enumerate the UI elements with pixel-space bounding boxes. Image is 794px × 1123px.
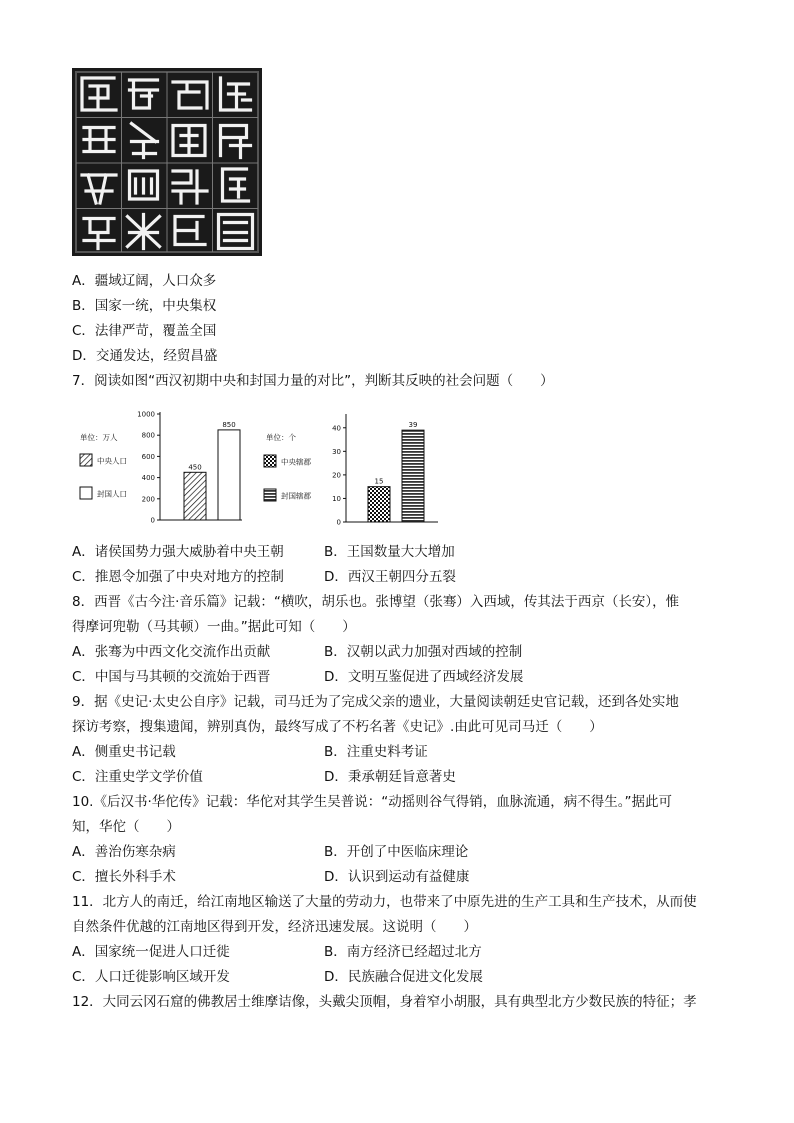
y-tick-label: 400 (141, 474, 155, 483)
legend-label: 封国辖郡 (281, 491, 311, 501)
y-tick-label: 20 (332, 471, 341, 480)
data-label: 39 (408, 421, 418, 430)
seal-glyph-stroke (128, 215, 160, 249)
q8-option-b[interactable]: B．汉朝以武力加强对西域的控制 (324, 644, 523, 660)
q6-option-c[interactable]: C．法律严苛，覆盖全国 (72, 323, 217, 339)
legend-label: 中央人口 (97, 456, 127, 466)
y-tick-label: 40 (332, 424, 341, 433)
q11-option-b[interactable]: B．南方经济已经超过北方 (324, 944, 482, 960)
q10-option-a[interactable]: A．善治伤寒杂病 (72, 844, 176, 860)
q8-option-c[interactable]: C．中国与马其顿的交流始于西晋 (72, 669, 271, 685)
y-tick-label: 0 (336, 518, 341, 527)
y-tick-label: 800 (141, 431, 155, 440)
y-tick-label: 600 (141, 452, 155, 461)
q9-option-a[interactable]: A．侧重史书记载 (72, 744, 176, 760)
q10-stem-line2: 知，华佗（ ） (72, 819, 180, 835)
q9-option-b[interactable]: B．注重史料考证 (324, 744, 428, 760)
legend-label: 封国人口 (97, 489, 127, 499)
y-tick-label: 0 (150, 516, 155, 525)
q11-option-c[interactable]: C．人口迁徙影响区域开发 (72, 969, 230, 985)
q9-option-d[interactable]: D．秉承朝廷旨意著史 (324, 769, 456, 785)
legend-swatch (264, 455, 276, 467)
data-label: 850 (222, 420, 236, 429)
q10-option-c[interactable]: C．擅长外科手术 (72, 869, 176, 885)
y-tick-label: 200 (141, 495, 155, 504)
q8-stem-line1: 8．西晋《古今注·音乐篇》记载：“横吹，胡乐也。张博望（张骞）入西域，传其法于西京（长安），惟 (72, 594, 680, 610)
q6-option-d[interactable]: D．交通发达，经贸昌盛 (72, 348, 218, 364)
seal-inscription-image (72, 68, 262, 256)
q9-option-c[interactable]: C．注重史学文学价值 (72, 769, 203, 785)
y-tick-label: 1000 (137, 410, 155, 419)
q9-stem-line1: 9．据《史记·太史公自序》记载，司马迁为了完成父亲的遗业，大量阅读朝廷史官记载，还到各处实地 (72, 694, 679, 710)
q7-option-c[interactable]: C．推恩令加强了中央对地方的控制 (72, 569, 284, 585)
bar-中央辖郡 (368, 487, 390, 522)
q7-option-d[interactable]: D．西汉王朝四分五裂 (324, 569, 456, 585)
data-label: 15 (374, 477, 384, 486)
legend-swatch (80, 487, 92, 499)
q11-option-d[interactable]: D．民族融合促进文化发展 (324, 969, 483, 985)
q11-stem-line1: 11．北方人的南迁，给江南地区输送了大量的劳动力，也带来了中原先进的生产工具和生产技术，从而使 (72, 894, 697, 910)
q10-stem-line1: 10.《后汉书·华佗传》记载：华佗对其学生吴普说：“动摇则谷气得销，血脉流通，病不得生。”据此可 (72, 794, 672, 810)
q10-option-d[interactable]: D．认识到运动有益健康 (324, 869, 470, 885)
commandery-bar-chart (262, 400, 442, 528)
bar-封国人口 (218, 430, 240, 520)
bar-中央人口 (184, 472, 206, 520)
unit-label: 单位：个 (266, 433, 296, 442)
y-tick-label: 30 (332, 447, 341, 456)
q6-option-a[interactable]: A．疆域辽阔，人口众多 (72, 273, 217, 289)
q7-option-b[interactable]: B．王国数量大大增加 (324, 544, 455, 560)
population-bar-chart (72, 404, 262, 528)
q9-stem-line2: 探访考察，搜集遗闻，辨别真伪，最终写成了不朽名著《史记》.由此可见司马迁（ ） (72, 719, 603, 735)
legend-swatch (80, 454, 92, 466)
y-tick-label: 10 (332, 494, 341, 503)
unit-label: 单位：万人 (80, 433, 118, 442)
q8-option-a[interactable]: A．张骞为中西文化交流作出贡献 (72, 644, 271, 660)
q7-option-a[interactable]: A．诸侯国势力强大威胁着中央王朝 (72, 544, 284, 560)
legend-label: 中央辖郡 (281, 457, 311, 467)
q10-option-b[interactable]: B．开创了中医临床理论 (324, 844, 469, 860)
q11-stem-line2: 自然条件优越的江南地区得到开发，经济迅速发展。这说明（ ） (72, 919, 477, 935)
bar-封国辖郡 (402, 430, 424, 522)
q6-option-b[interactable]: B．国家一统，中央集权 (72, 298, 217, 314)
q12-stem-line1: 12．大同云冈石窟的佛教居士维摩诘像，头戴尖顶帽，身着窄小胡服，具有典型北方少数民族的特征；孝 (72, 994, 697, 1010)
q11-option-a[interactable]: A．国家统一促进人口迁徙 (72, 944, 230, 960)
legend-swatch (264, 489, 276, 501)
q8-stem-line2: 得摩诃兜勒（马其顿）一曲。”据此可知（ ） (72, 619, 356, 635)
q8-option-d[interactable]: D．文明互鉴促进了西域经济发展 (324, 669, 524, 685)
data-label: 450 (188, 463, 202, 472)
q7-stem: 7．阅读如图“西汉初期中央和封国力量的对比”，判断其反映的社会问题（ ） (72, 373, 554, 389)
